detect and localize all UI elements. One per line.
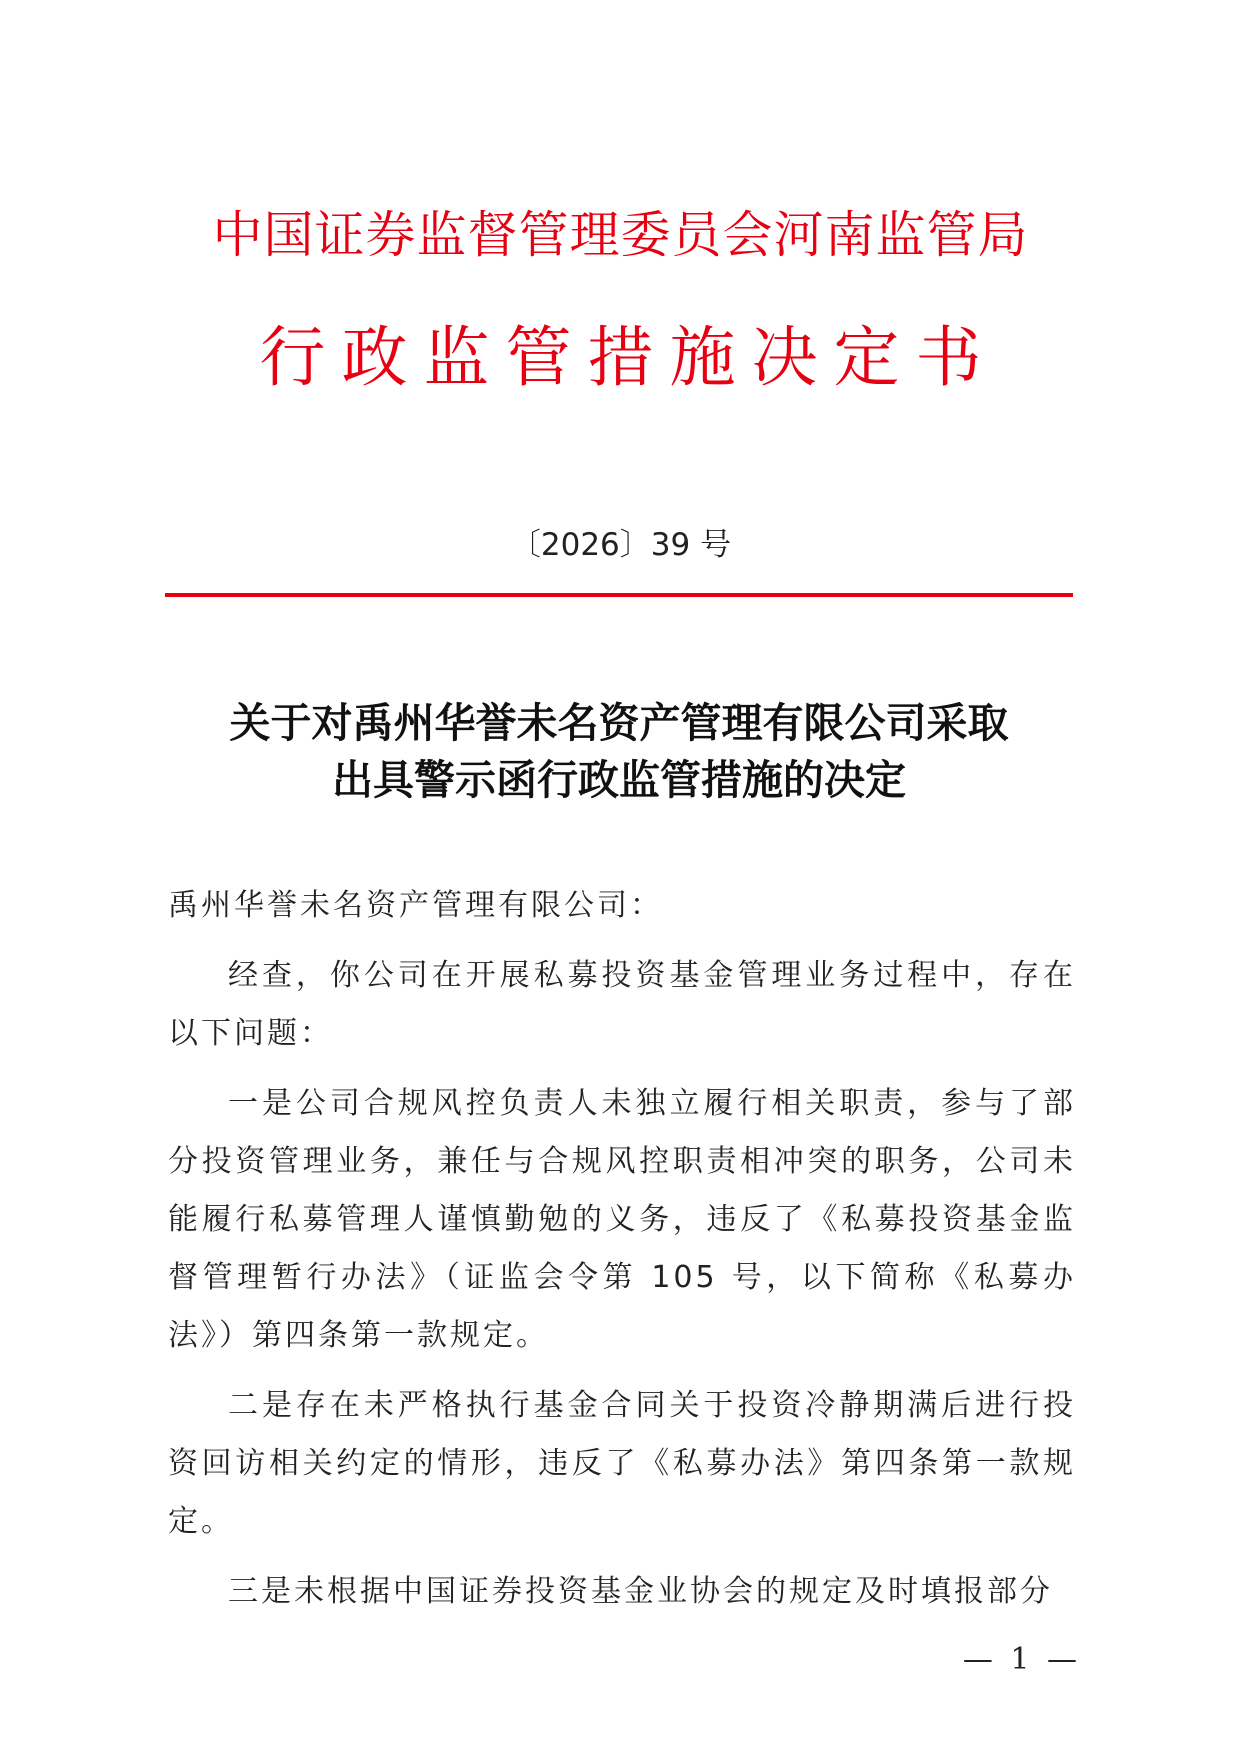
body-paragraph-findings-intro: 经查，你公司在开展私募投资基金管理业务过程中，存在以下问题： [168, 958, 1076, 1051]
body-paragraph-issue-1: 一是公司合规风控负责人未独立履行相关职责，参与了部分投资管理业务，兼任与合规风控职责相冲突的职务，公司未能履行私募管理人谨慎勤勉的义务，违反了《私募投资基金监督管理暂行办法》（证监会令第 105 号，以下简称《私募办法》）第四条第一款规定。 [168, 1086, 1076, 1353]
title-line-2: 出具警示函行政监管措施的决定 [332, 756, 906, 804]
title-line-1: 关于对禹州华誉未名资产管理有限公司采取 [229, 699, 1009, 747]
body-paragraph-issue-3: 三是未根据中国证券投资基金业协会的规定及时填报部分 [228, 1574, 1053, 1609]
decision-body [168, 877, 1076, 1633]
salutation: 禹州华誉未名资产管理有限公司： [168, 888, 663, 923]
red-divider-line [165, 593, 1073, 597]
page-number: — 1 — [962, 1642, 1081, 1677]
document-number: 〔2026〕39 号 [509, 527, 732, 563]
decision-title [165, 695, 1073, 809]
body-paragraph-issue-2: 二是存在未严格执行基金合同关于投资冷静期满后进行投资回访相关约定的情形，违反了《私募办法》第四条第一款规定。 [168, 1388, 1076, 1539]
document-type: 行政监管措施决定书 [259, 319, 998, 396]
issuer-name: 中国证券监督管理委员会河南监管局 [212, 206, 1029, 264]
